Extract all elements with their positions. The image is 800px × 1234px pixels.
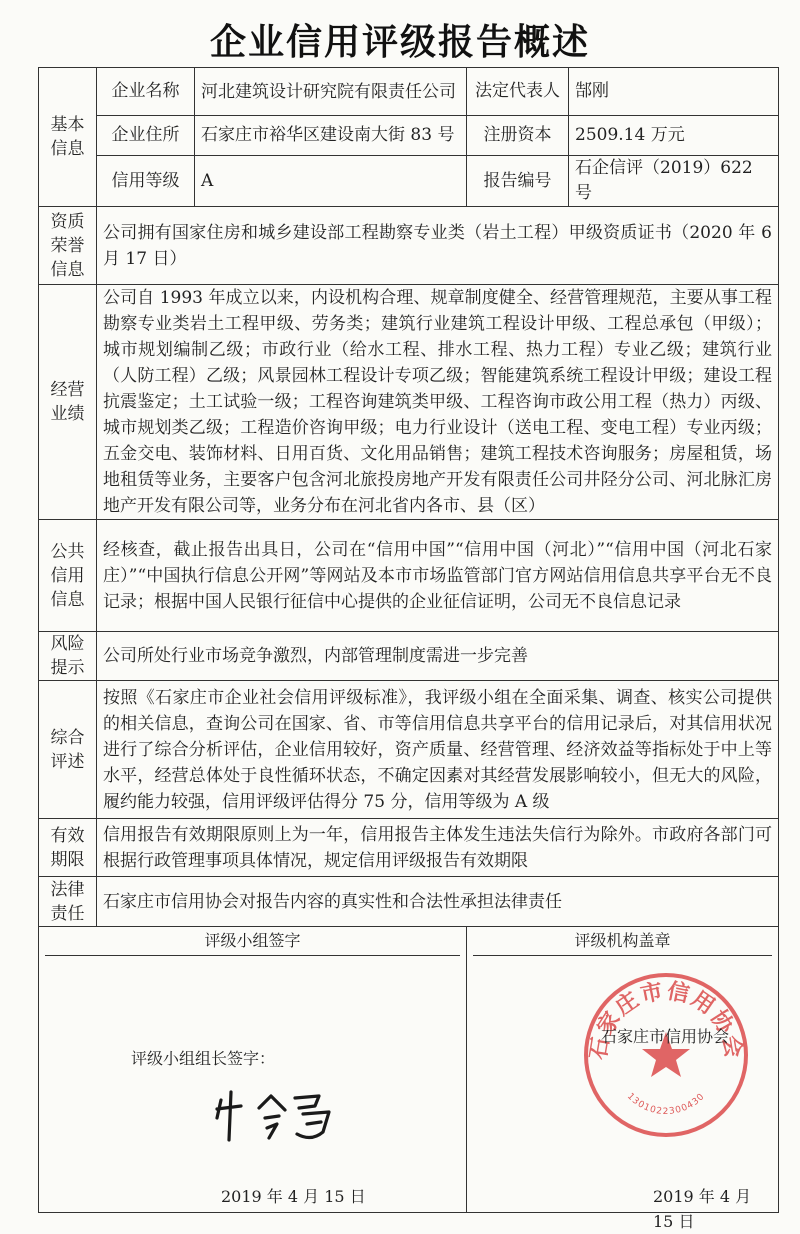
section-label-summary: 综合评述 xyxy=(39,681,97,819)
leader-signature-label: 评级小组组长签字： xyxy=(131,1049,276,1068)
label-credit-level: 信用等级 xyxy=(97,156,195,207)
document-title: 企业信用评级报告概述 xyxy=(209,21,590,63)
value-report-no: 石企信评（2019）622 号 xyxy=(569,156,779,207)
section-label-validity: 有效期限 xyxy=(39,819,97,877)
value-legal-rep: 郜刚 xyxy=(569,68,779,116)
row-risk xyxy=(39,632,779,681)
row-public-credit xyxy=(39,520,779,632)
row-qualification xyxy=(39,207,779,285)
agency-seal-area xyxy=(473,956,772,1231)
agency-seal-cell xyxy=(467,927,779,1231)
label-company-name: 企业名称 xyxy=(97,68,195,116)
section-label-business: 经营业绩 xyxy=(39,285,97,520)
label-address: 企业住所 xyxy=(97,116,195,156)
section-label-public-credit: 公共信用信息 xyxy=(39,520,97,632)
row-address xyxy=(39,116,779,156)
svg-text:石家庄市信用协会: 石家庄市信用协会 xyxy=(586,978,746,1062)
section-label-basic: 基本信息 xyxy=(39,68,97,207)
team-signature-date: 2019 年 4 月 15 日 xyxy=(221,1187,366,1206)
report-sheet xyxy=(38,67,778,1231)
business-text: 公司自 1993 年成立以来，内设机构合理、规章制度健全、经营管理规范，主要从事工程勘察专业类岩土工程甲级、劳务类；建筑行业建筑工程设计甲级、工程总承包（甲级）；城市规划编制乙级；市政行业（给水工程、排水工程、热力工程）专业乙级；建筑行业（人防工程）乙级；风景园林工程设计专项乙级；智能建筑系统工程设计甲级；建设工程抗震鉴定；土工试验一级；工程咨询建筑类甲级、工程咨询市政公用工程（热力）丙级、城市规划类乙级；工程造价咨询甲级；电力行业设计（送电工程、变电工程）专业丙级；五金交电、装饰材料、日用百货、文化用品销售；建筑工程技术咨询服务；房屋租赁，场地租赁等业务，主要客户包含河北旅投房地产开发有限责任公司井陉分公司、河北脉汇房地产开发有限公司等，业务分布在河北省内各市、县（区） xyxy=(97,285,779,520)
row-credit-level xyxy=(39,156,779,207)
section-label-risk: 风险提示 xyxy=(39,632,97,681)
row-summary xyxy=(39,681,779,819)
row-business xyxy=(39,285,779,520)
label-report-no: 报告编号 xyxy=(467,156,569,207)
row-company-name xyxy=(39,68,779,116)
official-seal-stamp xyxy=(581,970,751,1140)
label-legal-rep: 法定代表人 xyxy=(467,68,569,116)
value-company-name: 河北建筑设计研究院有限责任公司 xyxy=(195,68,467,116)
row-signatures xyxy=(39,927,779,1213)
row-liability xyxy=(39,877,779,927)
label-capital: 注册资本 xyxy=(467,116,569,156)
public-credit-text: 经核查，截止报告出具日，公司在“信用中国”“信用中国（河北）”“信用中国（河北石家庄）”“中国执行信息公开网”等网站及本市市场监管部门官方网站信用信息共享平台无不良记录；根据中国人民银行征信中心提供的企业征信证明，公司无不良信息记录 xyxy=(97,520,779,632)
team-signature-header: 评级小组签字 xyxy=(45,927,460,956)
svg-text:1301022300430: 1301022300430 xyxy=(624,1091,708,1117)
agency-seal-date: 2019 年 4 月 15 日 xyxy=(653,1187,752,1231)
row-validity xyxy=(39,819,779,877)
summary-text: 按照《石家庄市企业社会信用评级标准》，我评级小组在全面采集、调查、核实公司提供的相关信息，查询公司在国家、省、市等信用信息共享平台的信用记录后，对其信用状况进行了综合分析评估，企业信用较好，资产质量、经营管理、经济效益等指标处于中上等水平，经营总体处于良性循环状态，不确定因素对其经营发展影响较小，但无大的风险，履约能力较强，信用评级评估得分 75 分，信用等级为 A 级 xyxy=(97,681,779,819)
value-credit-level: A xyxy=(195,156,467,207)
handwritten-signature xyxy=(207,1084,347,1144)
liability-text: 石家庄市信用协会对报告内容的真实性和合法性承担法律责任 xyxy=(97,877,779,927)
section-label-liability: 法律责任 xyxy=(39,877,97,927)
agency-seal-header: 评级机构盖章 xyxy=(473,927,772,956)
value-capital: 2509.14 万元 xyxy=(569,116,779,156)
risk-text: 公司所处行业市场竞争激烈，内部管理制度需进一步完善 xyxy=(97,632,779,681)
value-address: 石家庄市裕华区建设南大街 83 号 xyxy=(195,116,467,156)
section-label-qualification: 资质荣誉信息 xyxy=(39,207,97,285)
report-table xyxy=(38,67,779,1231)
validity-text: 信用报告有效期限原则上为一年，信用报告主体发生违法失信行为除外。市政府各部门可根据行政管理事项具体情况，规定信用评级报告有效期限 xyxy=(97,819,779,877)
team-signature-area xyxy=(45,956,460,1212)
agency-name: 石家庄市信用协会 xyxy=(601,1027,730,1046)
qualification-text: 公司拥有国家住房和城乡建设部工程勘察专业类（岩土工程）甲级资质证书（2020 年 6 月 17 日） xyxy=(97,207,779,285)
team-signature-cell xyxy=(39,927,467,1213)
